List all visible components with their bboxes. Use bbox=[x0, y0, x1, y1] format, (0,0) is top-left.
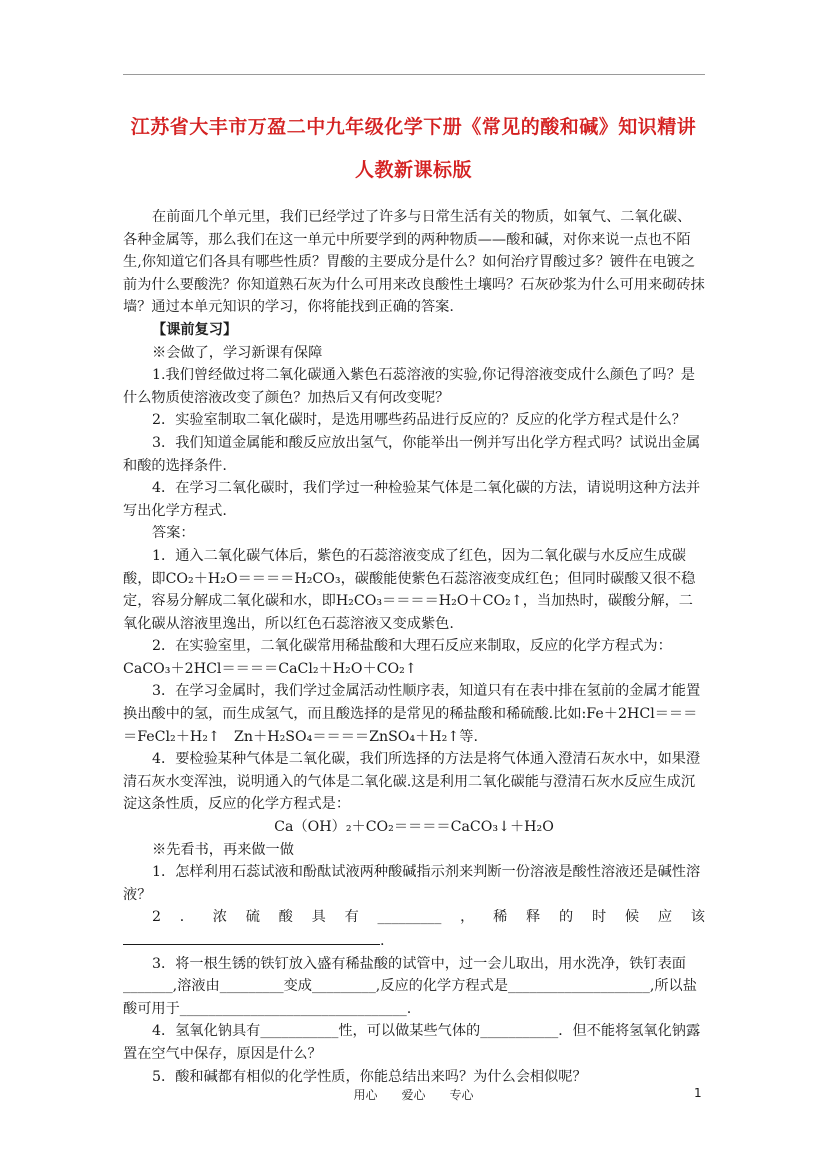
preview-question-5: 5．酸和碱都有相似的化学性质，你能总结出来吗？为什么会相似呢？ bbox=[152, 1068, 587, 1085]
answer-2-equation: CaCO₃＋2HCl＝＝＝＝CaCl₂＋H₂O＋CO₂↑ bbox=[123, 660, 417, 677]
review-question-4: 4．在学习二氧化碳时，我们学过一种检验某气体是二氧化碳的方法，请说明这种方法并写出化学方程式. bbox=[123, 480, 701, 519]
page-subtitle: 人教新课标版 bbox=[354, 159, 472, 181]
answer-2: 2．在实验室里，二氧化碳常用稀盐酸和大理石反应来制取，反应的化学方程式为： bbox=[152, 638, 672, 655]
header-rule bbox=[123, 74, 705, 75]
preview-question-2: 2．浓硫酸具有_________，稀释的时候应该 bbox=[152, 909, 705, 926]
answer-1: 1．通入二氧化碳气体后，紫色的石蕊溶液变成了红色，因为二氧化碳与水反应生成碳酸，即CO₂＋H₂O＝＝＝＝H₂CO₃，碳酸能使紫色石蕊溶液变成红色；但同时碳酸又很不稳定，容易分解成二氧化碳和水，即H₂CO₃＝＝＝＝H₂O＋CO₂↑，当加热时，碳酸分解，二氧化碳从溶液里逸出，所以红色石蕊溶液又变成紫色. bbox=[123, 547, 696, 632]
review-question-2: 2．实验室制取二氧化碳时，是选用哪些药品进行反应的？反应的化学方程式是什么？ bbox=[152, 412, 686, 429]
answer-3: 3．在学习金属时，我们学过金属活动性顺序表，知道只有在表中排在氢前的金属才能置换出酸中的氢，而生成氢气，而且酸选择的是常见的稀盐酸和稀硫酸.比如:Fe＋2HCl＝＝＝＝FeCl₂＋H₂↑ Zn＋H₂SO₄＝＝＝＝ZnSO₄＋H₂↑等. bbox=[123, 683, 701, 745]
review-subheading: ※会做了，学习新课有保障 bbox=[152, 344, 323, 361]
answer-4-equation: Ca（OH）₂＋CO₂＝＝＝＝CaCO₃↓＋H₂O bbox=[274, 819, 554, 836]
preview-question-3: 3．将一根生锈的铁钉放入盛有稀盐酸的试管中，过一会儿取出，用水洗净，铁钉表面_______,溶液由_________变成_________,反应的化学方程式是____________________,所以盐酸可用于________________________________. bbox=[123, 955, 697, 1017]
answer-label: 答案： bbox=[152, 525, 195, 542]
preview-question-1: 1．怎样利用石蕊试液和酚酞试液两种酸碱指示剂来判断一份溶液是酸性溶液还是碱性溶液？ bbox=[123, 864, 701, 903]
section-heading-review: 【课前复习】 bbox=[152, 321, 238, 338]
page-title: 江苏省大丰市万盈二中九年级化学下册《常见的酸和碱》知识精讲 bbox=[130, 116, 697, 138]
review-question-3: 3．我们知道金属能和酸反应放出氢气，你能举出一例并写出化学方程式吗？试说出金属和酸的选择条件. bbox=[123, 434, 701, 474]
footer-motto: 用心 爱心 专心 bbox=[353, 1088, 474, 1102]
preview-question-2-end: . bbox=[380, 933, 385, 949]
intro-paragraph: 在前面几个单元里，我们已经学过了许多与日常生活有关的物质，如氧气、二氧化碳、各种金属等，那么我们在这一单元中所要学到的两种物质——酸和碱，对你来说一点也不陌生,你知道它们各具有哪些性质？胃酸的主要成分是什么？如何治疗胃酸过多？镀件在电镀之前为什么要酸洗？你知道熟石灰为什么可用来改良酸性土壤吗？石灰砂浆为什么可用来砌砖抹墙？通过本单元知识的学习，你将能找到正确的答案. bbox=[123, 209, 705, 316]
page-number: 1 bbox=[694, 1086, 702, 1100]
review-question-1: 1.我们曾经做过将二氧化碳通入紫色石蕊溶液的实验,你记得溶液变成什么颜色了吗？是什么物质使溶液改变了颜色？加热后又有何改变呢？ bbox=[123, 367, 695, 406]
answer-4: 4．要检验某种气体是二氧化碳，我们所选择的方法是将气体通入澄清石灰水中，如果澄清石灰水变浑浊，说明通入的气体是二氧化碳.这是利用二氧化碳能与澄清石灰水反应生成沉淀这条性质，反应的化学方程式是： bbox=[123, 751, 701, 813]
document-body bbox=[123, 206, 705, 1088]
answer-blank[interactable] bbox=[123, 929, 380, 945]
preview-question-2-continuation bbox=[123, 929, 705, 953]
preview-subheading: ※先看书，再来做一做 bbox=[152, 841, 294, 858]
preview-question-4: 4．氢氧化钠具有___________性，可以做某些气体的___________．但不能将氢氧化钠露置在空气中保存，原因是什么？ bbox=[123, 1023, 701, 1062]
